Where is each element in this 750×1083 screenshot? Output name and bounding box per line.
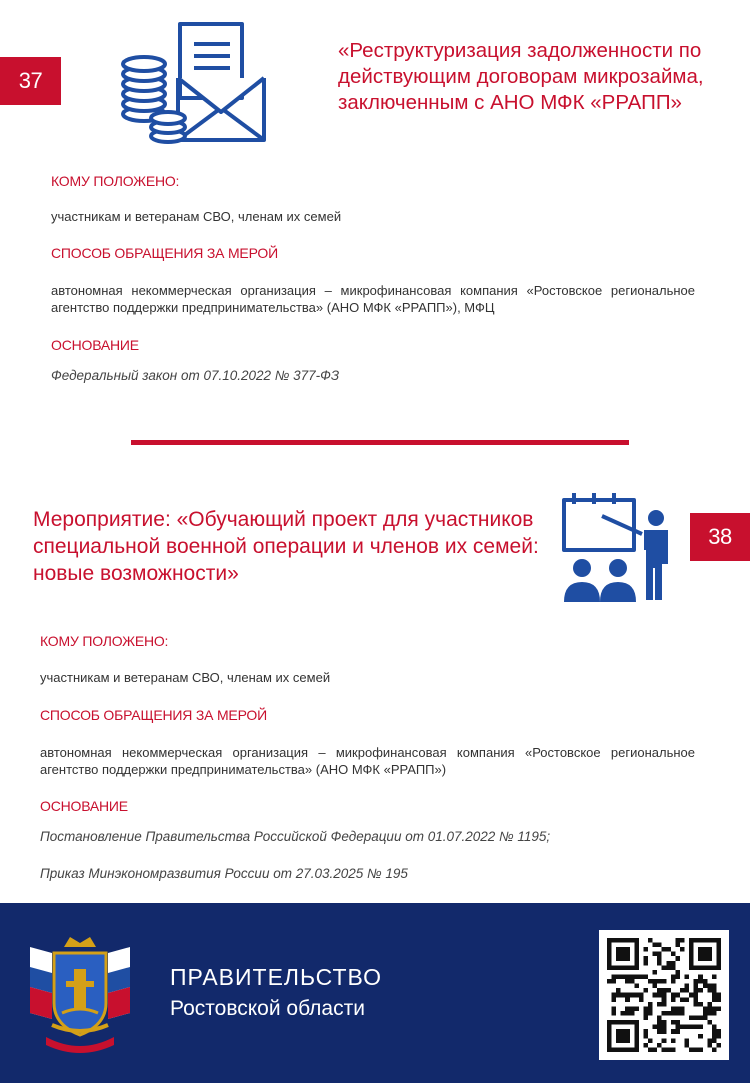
- how-label: СПОСОБ ОБРАЩЕНИЯ ЗА МЕРОЙ: [40, 707, 267, 723]
- government-subtitle: Ростовской области: [170, 997, 365, 1020]
- basis-label: ОСНОВАНИЕ: [51, 337, 139, 353]
- section-divider: [131, 440, 629, 445]
- qr-code-icon: [607, 938, 721, 1052]
- basis-text: Приказ Минэкономразвития России от 27.03.2025 № 195: [40, 866, 408, 881]
- qr-code[interactable]: [599, 930, 729, 1060]
- basis-text: Федеральный закон от 07.10.2022 № 377-ФЗ: [51, 368, 340, 383]
- how-label: СПОСОБ ОБРАЩЕНИЯ ЗА МЕРОЙ: [51, 245, 278, 261]
- how-text: автономная некоммерческая организация – микрофинансовая компания «Ростовское региональное агентство поддержки предпринимательства» (АНО МФК «РРАПП»), МФЦ: [51, 283, 695, 315]
- teacher-audience-icon: [558, 490, 678, 606]
- who-text: участникам и ветеранам СВО, членам их семей: [40, 670, 331, 685]
- item-number-badge: 37: [0, 57, 61, 105]
- basis-text: Постановление Правительства Российской Федерации от 01.07.2022 № 1195;: [40, 829, 551, 844]
- basis-label: ОСНОВАНИЕ: [40, 798, 128, 814]
- footer: [0, 903, 750, 1083]
- item-number-badge: 38: [690, 513, 750, 561]
- who-label: КОМУ ПОЛОЖЕНО:: [40, 633, 169, 649]
- government-title: ПРАВИТЕЛЬСТВО: [170, 964, 382, 990]
- coins-document-icon: [118, 20, 270, 148]
- measure-title: «Реструктуризация задолженности по действующим договорам микрозайма, заключенным с АНО МФК «РРАПП»: [338, 39, 704, 114]
- who-text: участникам и ветеранам СВО, членам их семей: [51, 209, 342, 224]
- measure-title: Мероприятие: «Обучающий проект для участников специальной военной операции и членов их семей: новые возможности»: [33, 508, 539, 585]
- coat-of-arms-icon: [22, 933, 138, 1055]
- who-label: КОМУ ПОЛОЖЕНО:: [51, 173, 180, 189]
- how-text: автономная некоммерческая организация – микрофинансовая компания «Ростовское региональное агентство поддержки предпринимательства» (АНО МФК «РРАПП»): [40, 745, 695, 777]
